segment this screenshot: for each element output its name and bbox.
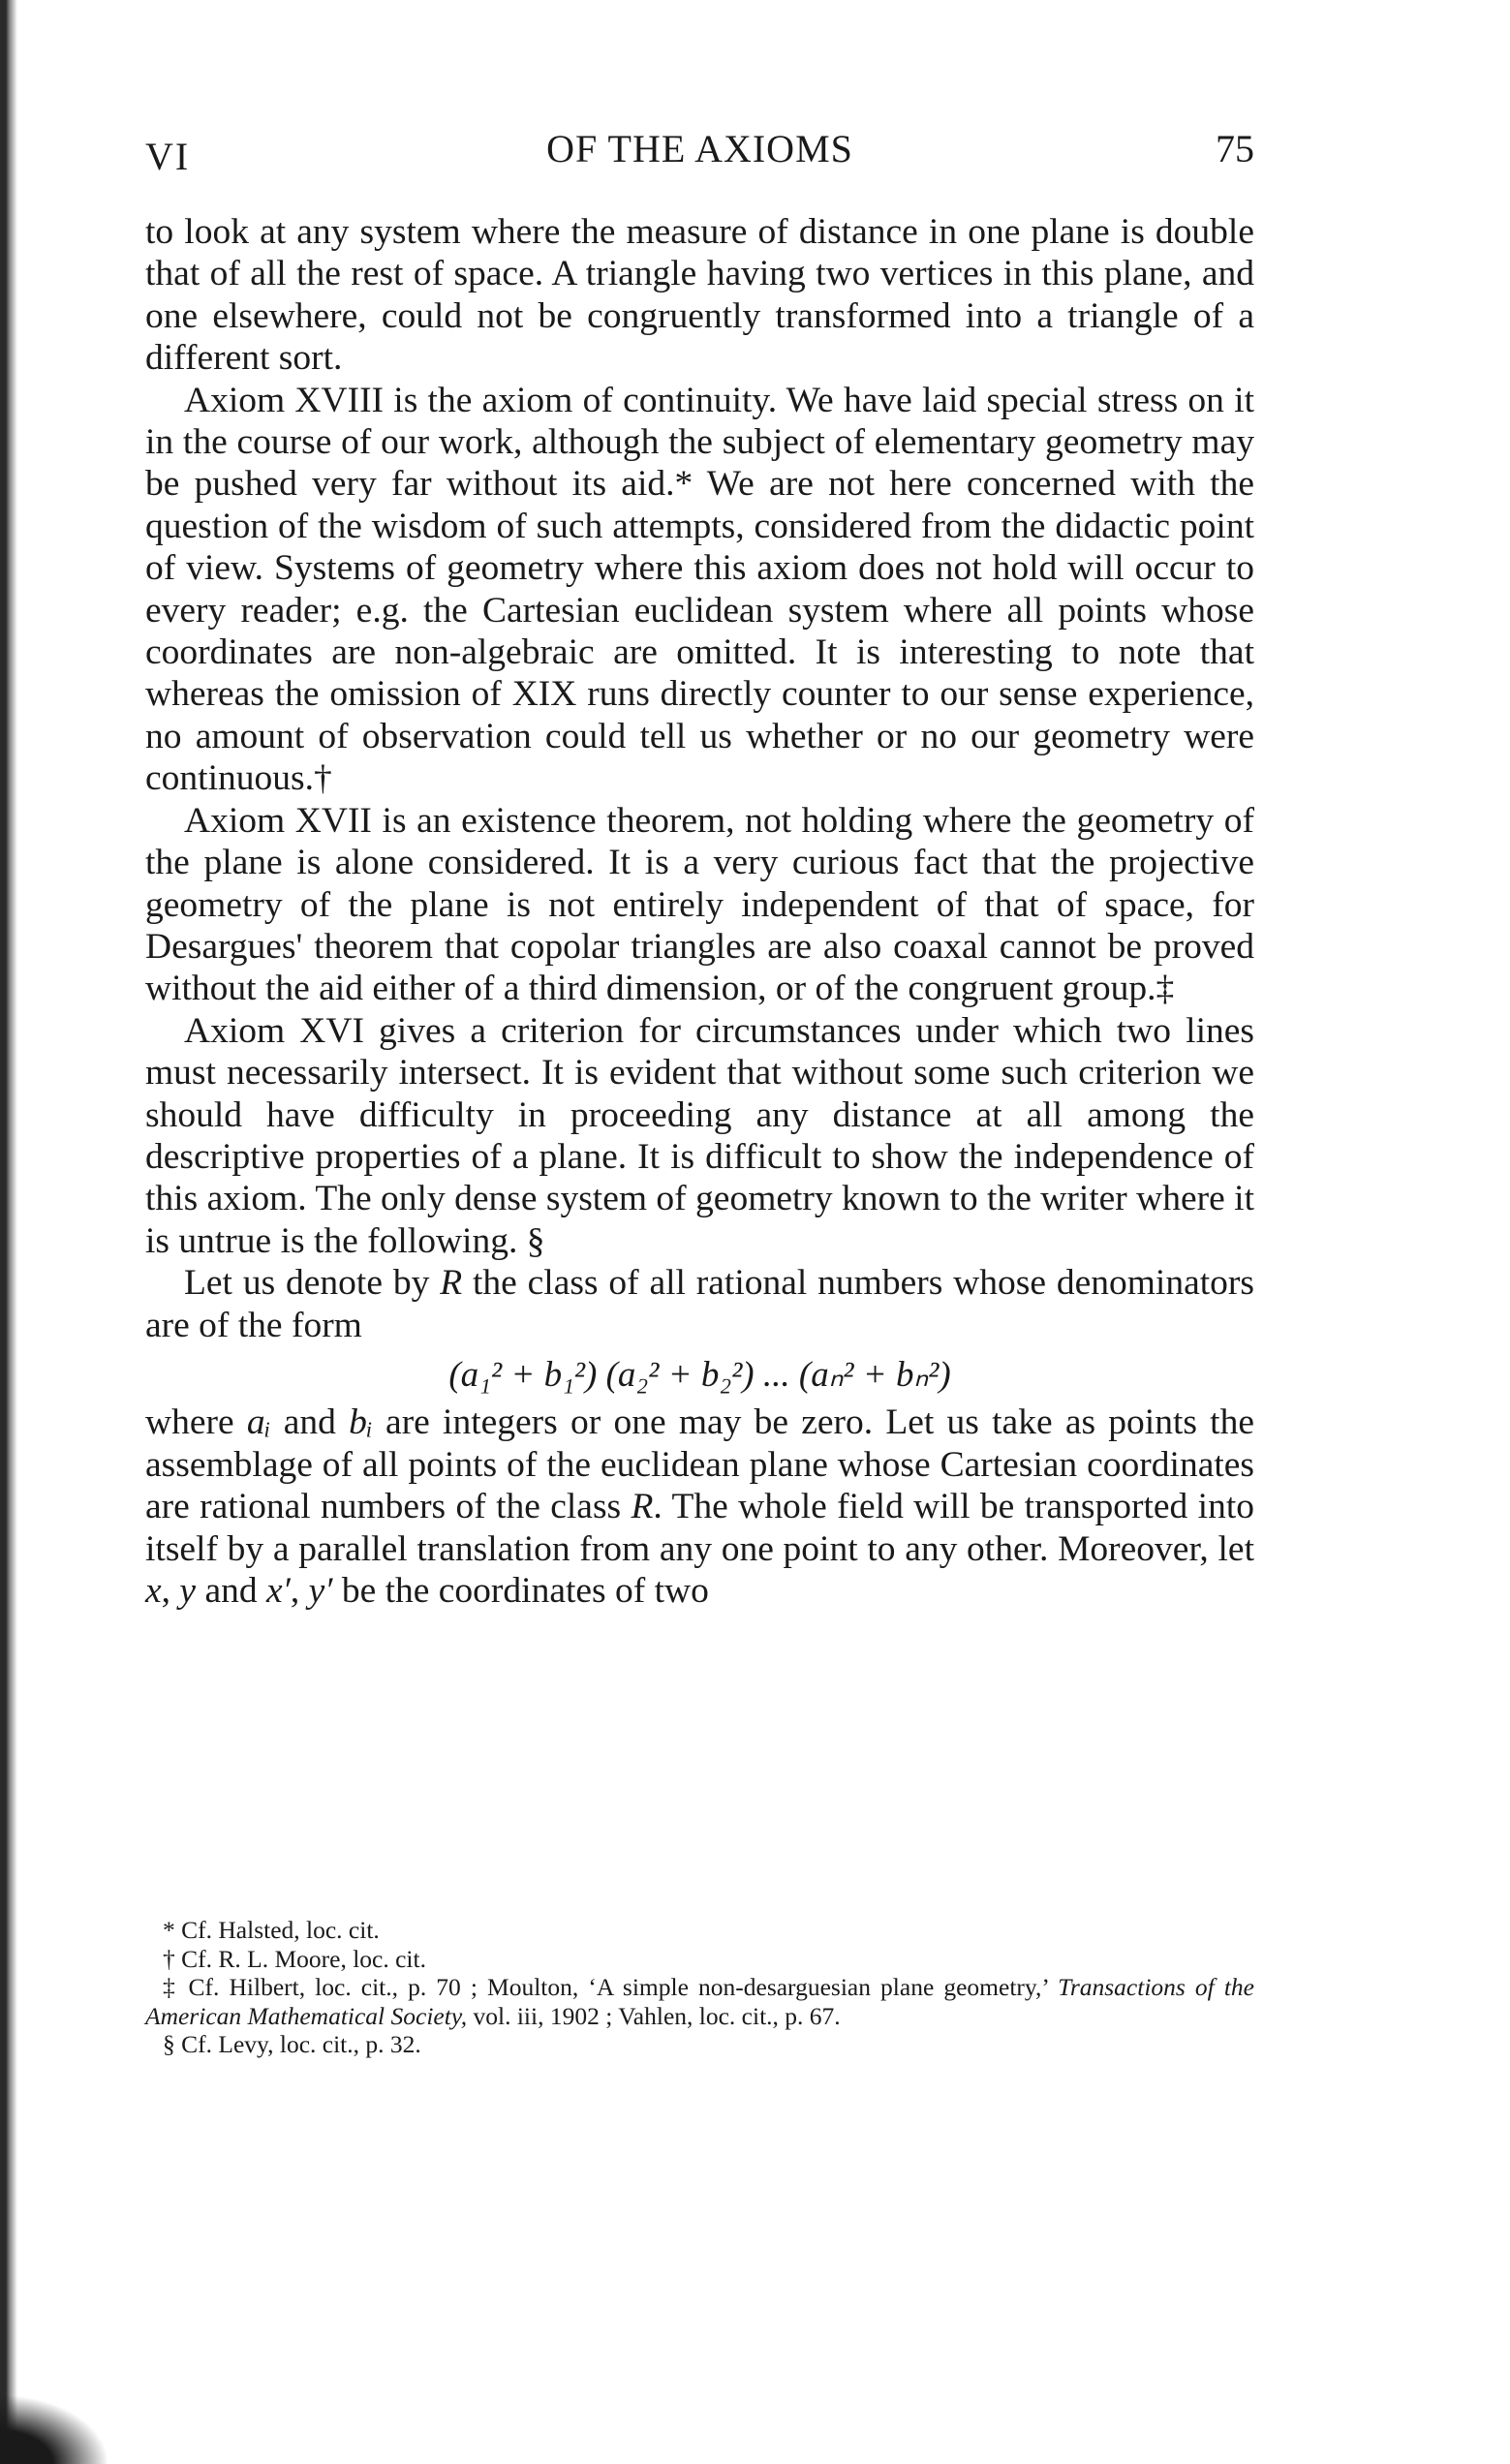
- paragraph-3: Axiom XVII is an existence theorem, not holding where the geometry of the plane is alone considered. It is a very curious fact that the projective geometry of the plane is not entirely independent of that of space, for Desargues' theorem that copolar triangles are also coaxal cannot be proved without the aid either of a third dimension, or of the congruent group.‡: [145, 800, 1254, 1009]
- page-binding-edge: [0, 0, 17, 2464]
- footnote-2: † Cf. R. L. Moore, loc. cit.: [163, 1944, 426, 1973]
- text-run: and: [270, 1402, 350, 1443]
- text-run: the class of all rational numbers whose denominators are of the form: [145, 1263, 1254, 1345]
- symbol-y-prime: y′: [308, 1571, 333, 1611]
- footnote-4: § Cf. Levy, loc. cit., p. 32.: [163, 2030, 421, 2058]
- symbol-x-prime: x′: [265, 1571, 291, 1611]
- page-corner-shadow: [0, 2396, 107, 2464]
- chapter-number: VI: [145, 135, 191, 178]
- text-run: ,: [161, 1571, 180, 1611]
- symbol-bi: bᵢ: [349, 1402, 373, 1443]
- text-run: . The whole field will be transported into itself by a parallel translation from any one point to any other. Moreover, let: [145, 1487, 1254, 1569]
- running-header: [145, 126, 1254, 184]
- symbol-R: R: [440, 1263, 463, 1304]
- footnote-1: * Cf. Halsted, loc. cit.: [163, 1916, 380, 1944]
- paragraph-4: Axiom XVI gives a criterion for circumstances under which two lines must necessarily intersect. It is evident that without some such criterion we should have difficulty in proceeding any distance at all among the descriptive properties of a plane. It is difficult to show the independence of this axiom. The only dense system of geometry known to the writer where it is untrue is the following. §: [145, 1010, 1254, 1261]
- formula: (a₁² + b₁²) (a₂² + b₂²) ... (aₙ² + bₙ²): [448, 1354, 951, 1395]
- journal-title: Transactions of the American Mathematical Society,: [145, 1973, 1254, 2030]
- page-number: 75: [1216, 127, 1254, 170]
- footnote-3: [145, 1973, 1254, 2030]
- paragraph-1: to look at any system where the measure of distance in one plane is double that of all the rest of space. A triangle having two vertices in this plane, and one elsewhere, could not be congruently transformed into a triangle of a different sort.: [145, 212, 1254, 379]
- paragraph-5: [145, 1262, 1254, 1346]
- symbol-R: R: [631, 1487, 654, 1527]
- text-run: vol. iii, 1902 ; Vahlen, loc. cit., p. 67.: [467, 2001, 841, 2030]
- text-run: where: [145, 1402, 247, 1443]
- symbol-y: y: [179, 1571, 197, 1611]
- text-run: ‡ Cf. Hilbert, loc. cit., p. 70 ; Moulton, ‘A simple non-desarguesian plane geometry,’: [163, 1973, 1059, 2001]
- text-run: are integers or one may be zero. Let us take as points the assemblage of all points of the euclidean plane whose Cartesian coordinates are rational numbers of the class: [145, 1402, 1254, 1527]
- running-title: OF THE AXIOMS: [546, 127, 853, 170]
- text-run: be the coordinates of two: [332, 1571, 709, 1611]
- symbol-ai: aᵢ: [246, 1402, 271, 1443]
- symbol-x: x: [145, 1571, 162, 1611]
- paragraph-2: Axiom XVIII is the axiom of continuity. We have laid special stress on it in the course of our work, although the subject of elementary geometry may be pushed very far without its aid.* We are not here concerned with the question of the wisdom of such attempts, considered from the didactic point of view. Systems of geometry where this axiom does not hold will occur to every reader; e.g. the Cartesian euclidean system where all points whose coordinates are non-algebraic are omitted. It is interesting to note that whereas the omission of XIX runs directly counter to our sense experience, no amount of observation could tell us whether or no our geometry were continuous.†: [145, 380, 1254, 799]
- text-run: Let us denote by: [184, 1263, 441, 1304]
- text-run: and: [196, 1571, 266, 1611]
- paragraph-6: [145, 1401, 1254, 1612]
- main-text: [145, 211, 1254, 1612]
- footnotes: [145, 1916, 1254, 2059]
- text-run: ,: [290, 1571, 309, 1611]
